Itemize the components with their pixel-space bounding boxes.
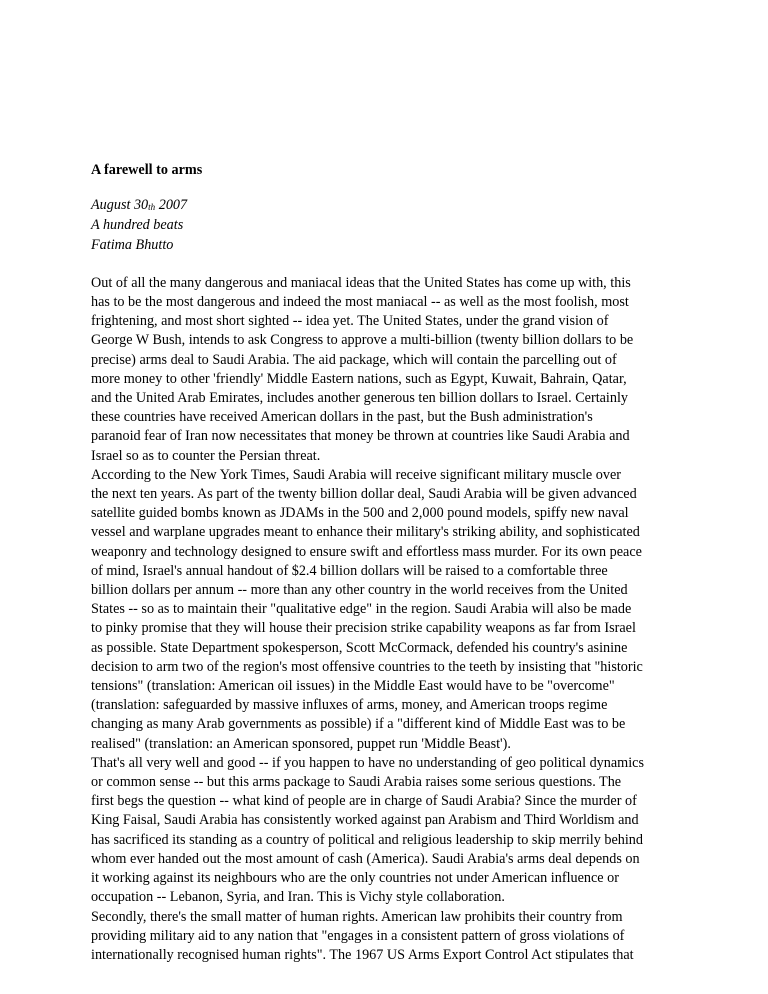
article-title: A farewell to arms: [91, 162, 203, 178]
author-name: Fatima Bhutto: [91, 236, 174, 253]
date-day: August 30: [91, 197, 149, 214]
text-line: billion dollars per annum -- more than any other country in the world receives from the United: [91, 582, 628, 599]
text-line: That's all very well and good -- if you happen to have no understanding of geo political dynamics: [91, 754, 644, 771]
document-page: [91, 161, 691, 965]
text-line: of mind, Israel's annual handout of $2.4 billion dollars will be raised to a comfortable three: [91, 562, 608, 579]
text-line: King Faisal, Saudi Arabia has consistently worked against pan Arabism and Third Worldism and: [91, 812, 639, 829]
text-line: the next ten years. As part of the twenty billion dollar deal, Saudi Arabia will be given advanced: [91, 486, 637, 503]
body-paragraph: [91, 274, 691, 466]
text-line: and the United Arab Emirates, includes another generous ten billion dollars to Israel. Certainly: [91, 390, 629, 407]
text-line: or common sense -- but this arms package to Saudi Arabia raises some serious questions. The: [91, 774, 622, 791]
text-line: (translation: safeguarded by massive influxes of arms, money, and American troops regime: [91, 697, 608, 714]
date-year: 2007: [158, 197, 188, 214]
text-line: precise) arms deal to Saudi Arabia. The aid package, which will contain the parcelling out of: [91, 351, 617, 368]
text-line: has to be the most dangerous and indeed the most maniacal -- as well as the most foolish, most: [91, 294, 629, 310]
text-line: has sacrificed its standing as a country of political and religious leadership to skip merrily behind: [91, 831, 643, 848]
text-line: Out of all the many dangerous and maniacal ideas that the United States has come up with, this: [91, 274, 631, 291]
body-paragraph: [91, 466, 691, 754]
text-line: as possible. State Department spokesperson, Scott McCormack, defended his country's asinine: [91, 639, 628, 656]
body-paragraph: [91, 908, 691, 966]
text-line: paranoid fear of Iran now necessitates that money be thrown at countries like Saudi Arabia and: [91, 428, 630, 445]
text-line: it working against its neighbours who are the only countries not under American influence or: [91, 870, 619, 887]
text-line: whom ever handed out the most amount of cash (America). Saudi Arabia's arms deal depends on: [91, 850, 640, 867]
text-line: first begs the question -- what kind of people are in charge of Saudi Arabia? Since the murder of: [91, 793, 637, 810]
text-line: decision to arm two of the region's most offensive countries to the teeth by insisting that "historic: [91, 658, 643, 675]
text-line: Israel so as to counter the Persian threat.: [91, 447, 321, 464]
text-line: more money to other 'friendly' Middle Eastern nations, such as Egypt, Kuwait, Bahrain, Qatar,: [91, 370, 627, 387]
article-meta: [91, 196, 691, 255]
body-paragraph: [91, 754, 691, 908]
text-line: weaponry and technology designed to ensure swift and effortless mass murder. For its own peace: [91, 543, 642, 560]
date-suffix: th: [148, 202, 156, 213]
text-line: frightening, and most short sighted -- idea yet. The United States, under the grand vision of: [91, 313, 609, 330]
article-date: [91, 196, 691, 216]
text-line: these countries have received American dollars in the past, but the Bush administration's: [91, 409, 593, 426]
text-line: occupation -- Lebanon, Syria, and Iran. This is Vichy style collaboration.: [91, 889, 505, 906]
text-line: to pinky promise that they will house their precision strike capability weapons as far from Israel: [91, 620, 636, 637]
column-name: A hundred beats: [91, 217, 184, 234]
text-line: internationally recognised human rights". The 1967 US Arms Export Control Act stipulates that: [91, 946, 634, 963]
text-line: tensions" (translation: American oil issues) in the Middle East would have to be "overcome": [91, 678, 615, 695]
text-line: providing military aid to any nation that "engages in a consistent pattern of gross violations of: [91, 927, 625, 944]
text-line: vessel and warplane upgrades meant to enhance their military's striking ability, and sophisticated: [91, 524, 640, 541]
text-line: satellite guided bombs known as JDAMs in the 500 and 2,000 pound models, spiffy new naval: [91, 505, 629, 522]
article-body: [91, 274, 691, 965]
text-line: changing as many Arab governments as possible) if a "different kind of Middle East was to be: [91, 716, 626, 733]
text-line: According to the New York Times, Saudi Arabia will receive significant military muscle over: [91, 466, 621, 483]
text-line: Secondly, there's the small matter of human rights. American law prohibits their country from: [91, 908, 623, 925]
text-line: George W Bush, intends to ask Congress to approve a multi-billion (twenty billion dollars to be: [91, 332, 634, 349]
text-line: States -- so as to maintain their "qualitative edge" in the region. Saudi Arabia will also be made: [91, 601, 632, 618]
text-line: realised" (translation: an American sponsored, puppet run 'Middle Beast').: [91, 735, 511, 752]
